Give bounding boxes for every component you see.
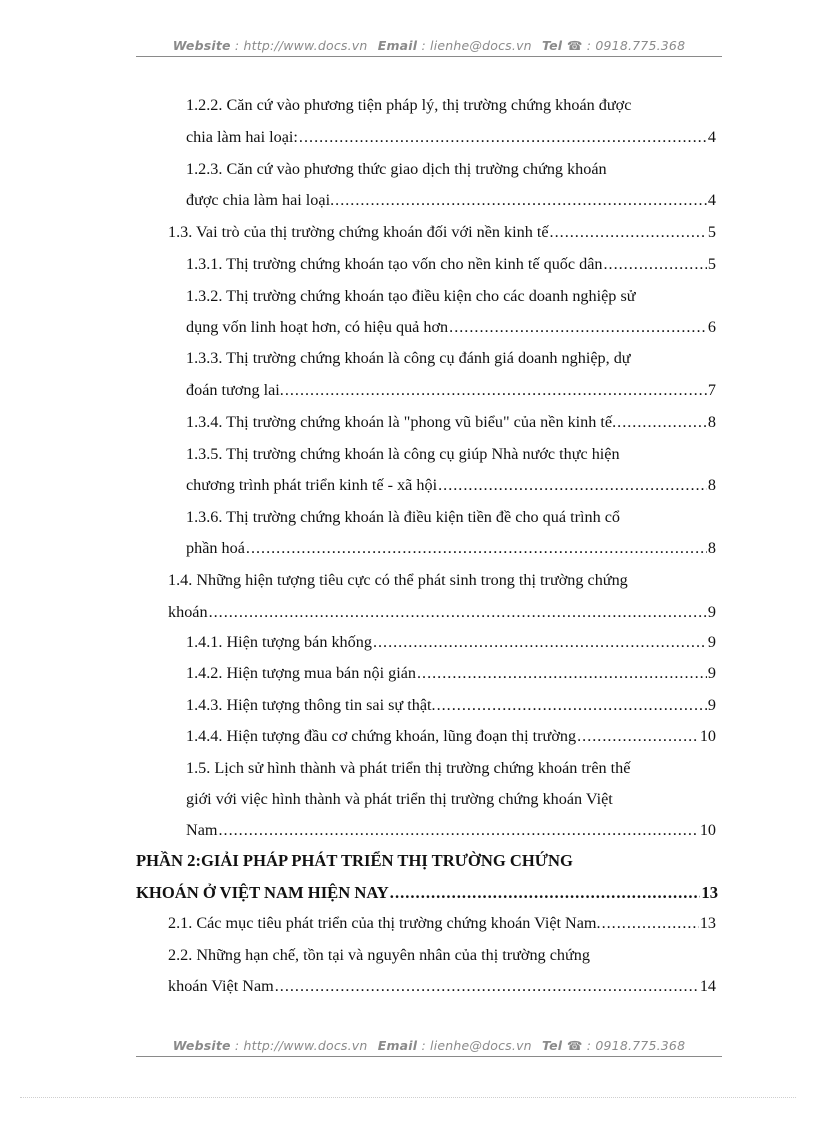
dot-leader [299,129,707,145]
email-address[interactable]: : lienhe@docs.vn [421,38,532,53]
toc-part-heading[interactable]: KHOÁN Ở VIỆT NAM HIỆN NAY ..... 13 [136,885,718,902]
page-number: 9 [707,696,716,714]
phone-number: : 0918.775.368 [586,38,686,53]
page-number: 10 [699,727,716,745]
dot-leader [218,822,698,838]
page-number: 14 [699,977,716,995]
page-header [136,38,722,57]
dot-leader [550,224,707,240]
toc-line[interactable]: chương trình phát triển kinh tế - xã hội ..... 8 [186,477,716,493]
phone-label: Tel ☎ [541,38,583,53]
page-number: 9 [707,664,716,682]
dot-leader [390,885,701,902]
toc-line[interactable]: 1.4.3. Hiện tượng thông tin sai sự thật. ..... 9 [186,697,716,713]
dot-leader [617,414,707,430]
toc-line[interactable]: 1.4.2. Hiện tượng mua bán nội gián ..... 9 [186,665,716,681]
toc-line[interactable]: Nam ..... 10 [186,822,716,838]
toc-line[interactable]: chia làm hai loại: ..... 4 [186,129,716,145]
toc-line[interactable]: 2.1. Các mục tiêu phát triển của thị trường chứng khoán Việt Nam. ..... 13 [168,915,716,931]
dot-leader [209,604,707,620]
page-number: 8 [707,476,716,494]
dot-leader [437,697,707,713]
toc-line[interactable]: khoán Việt Nam ..... 14 [168,978,716,994]
dot-leader [373,634,707,650]
page-footer [136,1038,722,1057]
page-number: 13 [699,914,716,932]
dot-leader [449,319,707,335]
website-label: Website [172,1038,231,1053]
page-number: 7 [707,381,716,399]
dot-leader [417,665,707,681]
dot-leader [602,915,699,931]
toc-line[interactable]: 1.5. Lịch sử hình thành và phát triển thị trường chứng khoán trên thế [186,759,631,777]
page-number: 5 [707,223,716,241]
dot-leader [275,978,699,994]
toc-line[interactable]: khoán ..... 9 [168,604,716,620]
phone-number: : 0918.775.368 [586,1038,686,1053]
toc-line[interactable]: 1.3.3. Thị trường chứng khoán là công cụ đánh giá doanh nghiệp, dự [186,349,631,367]
toc-line[interactable]: 1.3.4. Thị trường chứng khoán là "phong vũ biểu" của nền kinh tế. ..... 8 [186,414,716,430]
toc-line[interactable]: giới với việc hình thành và phát triển thị trường chứng khoán Việt [186,790,613,808]
dot-leader [603,256,706,272]
toc-line[interactable]: 1.3.2. Thị trường chứng khoán tạo điều kiện cho các doanh nghiệp sử [186,287,636,305]
page-edge-divider [20,1097,796,1098]
website-url[interactable]: : http://www.docs.vn [234,1038,368,1053]
dot-leader [577,728,699,744]
page-number: 13 [701,883,718,902]
toc-line[interactable]: 1.4. Những hiện tượng tiêu cực có thể phát sinh trong thị trường chứng [168,571,628,589]
toc-line[interactable]: 1.3.6. Thị trường chứng khoán là điều kiện tiền đề cho quá trình cổ [186,508,620,526]
toc-line[interactable]: 1.2.3. Căn cứ vào phương thức giao dịch thị trường chứng khoán [186,160,607,178]
page-number: 9 [707,633,716,651]
dot-leader [438,477,707,493]
website-url[interactable]: : http://www.docs.vn [234,38,368,53]
page-number: 5 [707,255,716,273]
toc-line[interactable]: đoán tương lai. ..... 7 [186,382,716,398]
toc-line[interactable]: được chia làm hai loại. ..... 4 [186,192,716,208]
email-label: Email [377,1038,418,1053]
dot-leader [285,382,707,398]
page-number: 8 [707,539,716,557]
toc-line[interactable]: 1.3.1. Thị trường chứng khoán tạo vốn cho nền kinh tế quốc dân ..... 5 [186,256,716,272]
toc-line[interactable]: 1.3.5. Thị trường chứng khoán là công cụ giúp Nhà nước thực hiện [186,445,620,463]
website-label: Website [172,38,231,53]
toc-line[interactable]: dụng vốn linh hoạt hơn, có hiệu quả hơn ..... 6 [186,319,716,335]
email-address[interactable]: : lienhe@docs.vn [421,1038,532,1053]
phone-label: Tel ☎ [541,1038,583,1053]
page-number: 4 [707,191,716,209]
email-label: Email [377,38,418,53]
toc-part-heading[interactable]: PHẦN 2:GIẢI PHÁP PHÁT TRIỂN THỊ TRƯỜNG CHỨNG [136,851,573,870]
dot-leader [335,192,707,208]
toc-line[interactable]: 1.4.1. Hiện tượng bán khống ..... 9 [186,634,716,650]
page-number: 10 [699,821,716,839]
page-number: 4 [707,128,716,146]
dot-leader [246,540,707,556]
toc-line[interactable]: 1.3. Vai trò của thị trường chứng khoán đối với nền kinh tế ..... 5 [168,224,716,240]
toc-line[interactable]: 2.2. Những hạn chế, tồn tại và nguyên nhân của thị trường chứng [168,946,590,964]
toc-line[interactable]: phần hoá ..... 8 [186,540,716,556]
page-number: 8 [707,413,716,431]
toc-line[interactable]: 1.4.4. Hiện tượng đầu cơ chứng khoán, lũng đoạn thị trường ..... 10 [186,728,716,744]
page-number: 6 [707,318,716,336]
page-number: 9 [707,603,716,621]
toc-line[interactable]: 1.2.2. Căn cứ vào phương tiện pháp lý, thị trường chứng khoán được [186,96,632,114]
